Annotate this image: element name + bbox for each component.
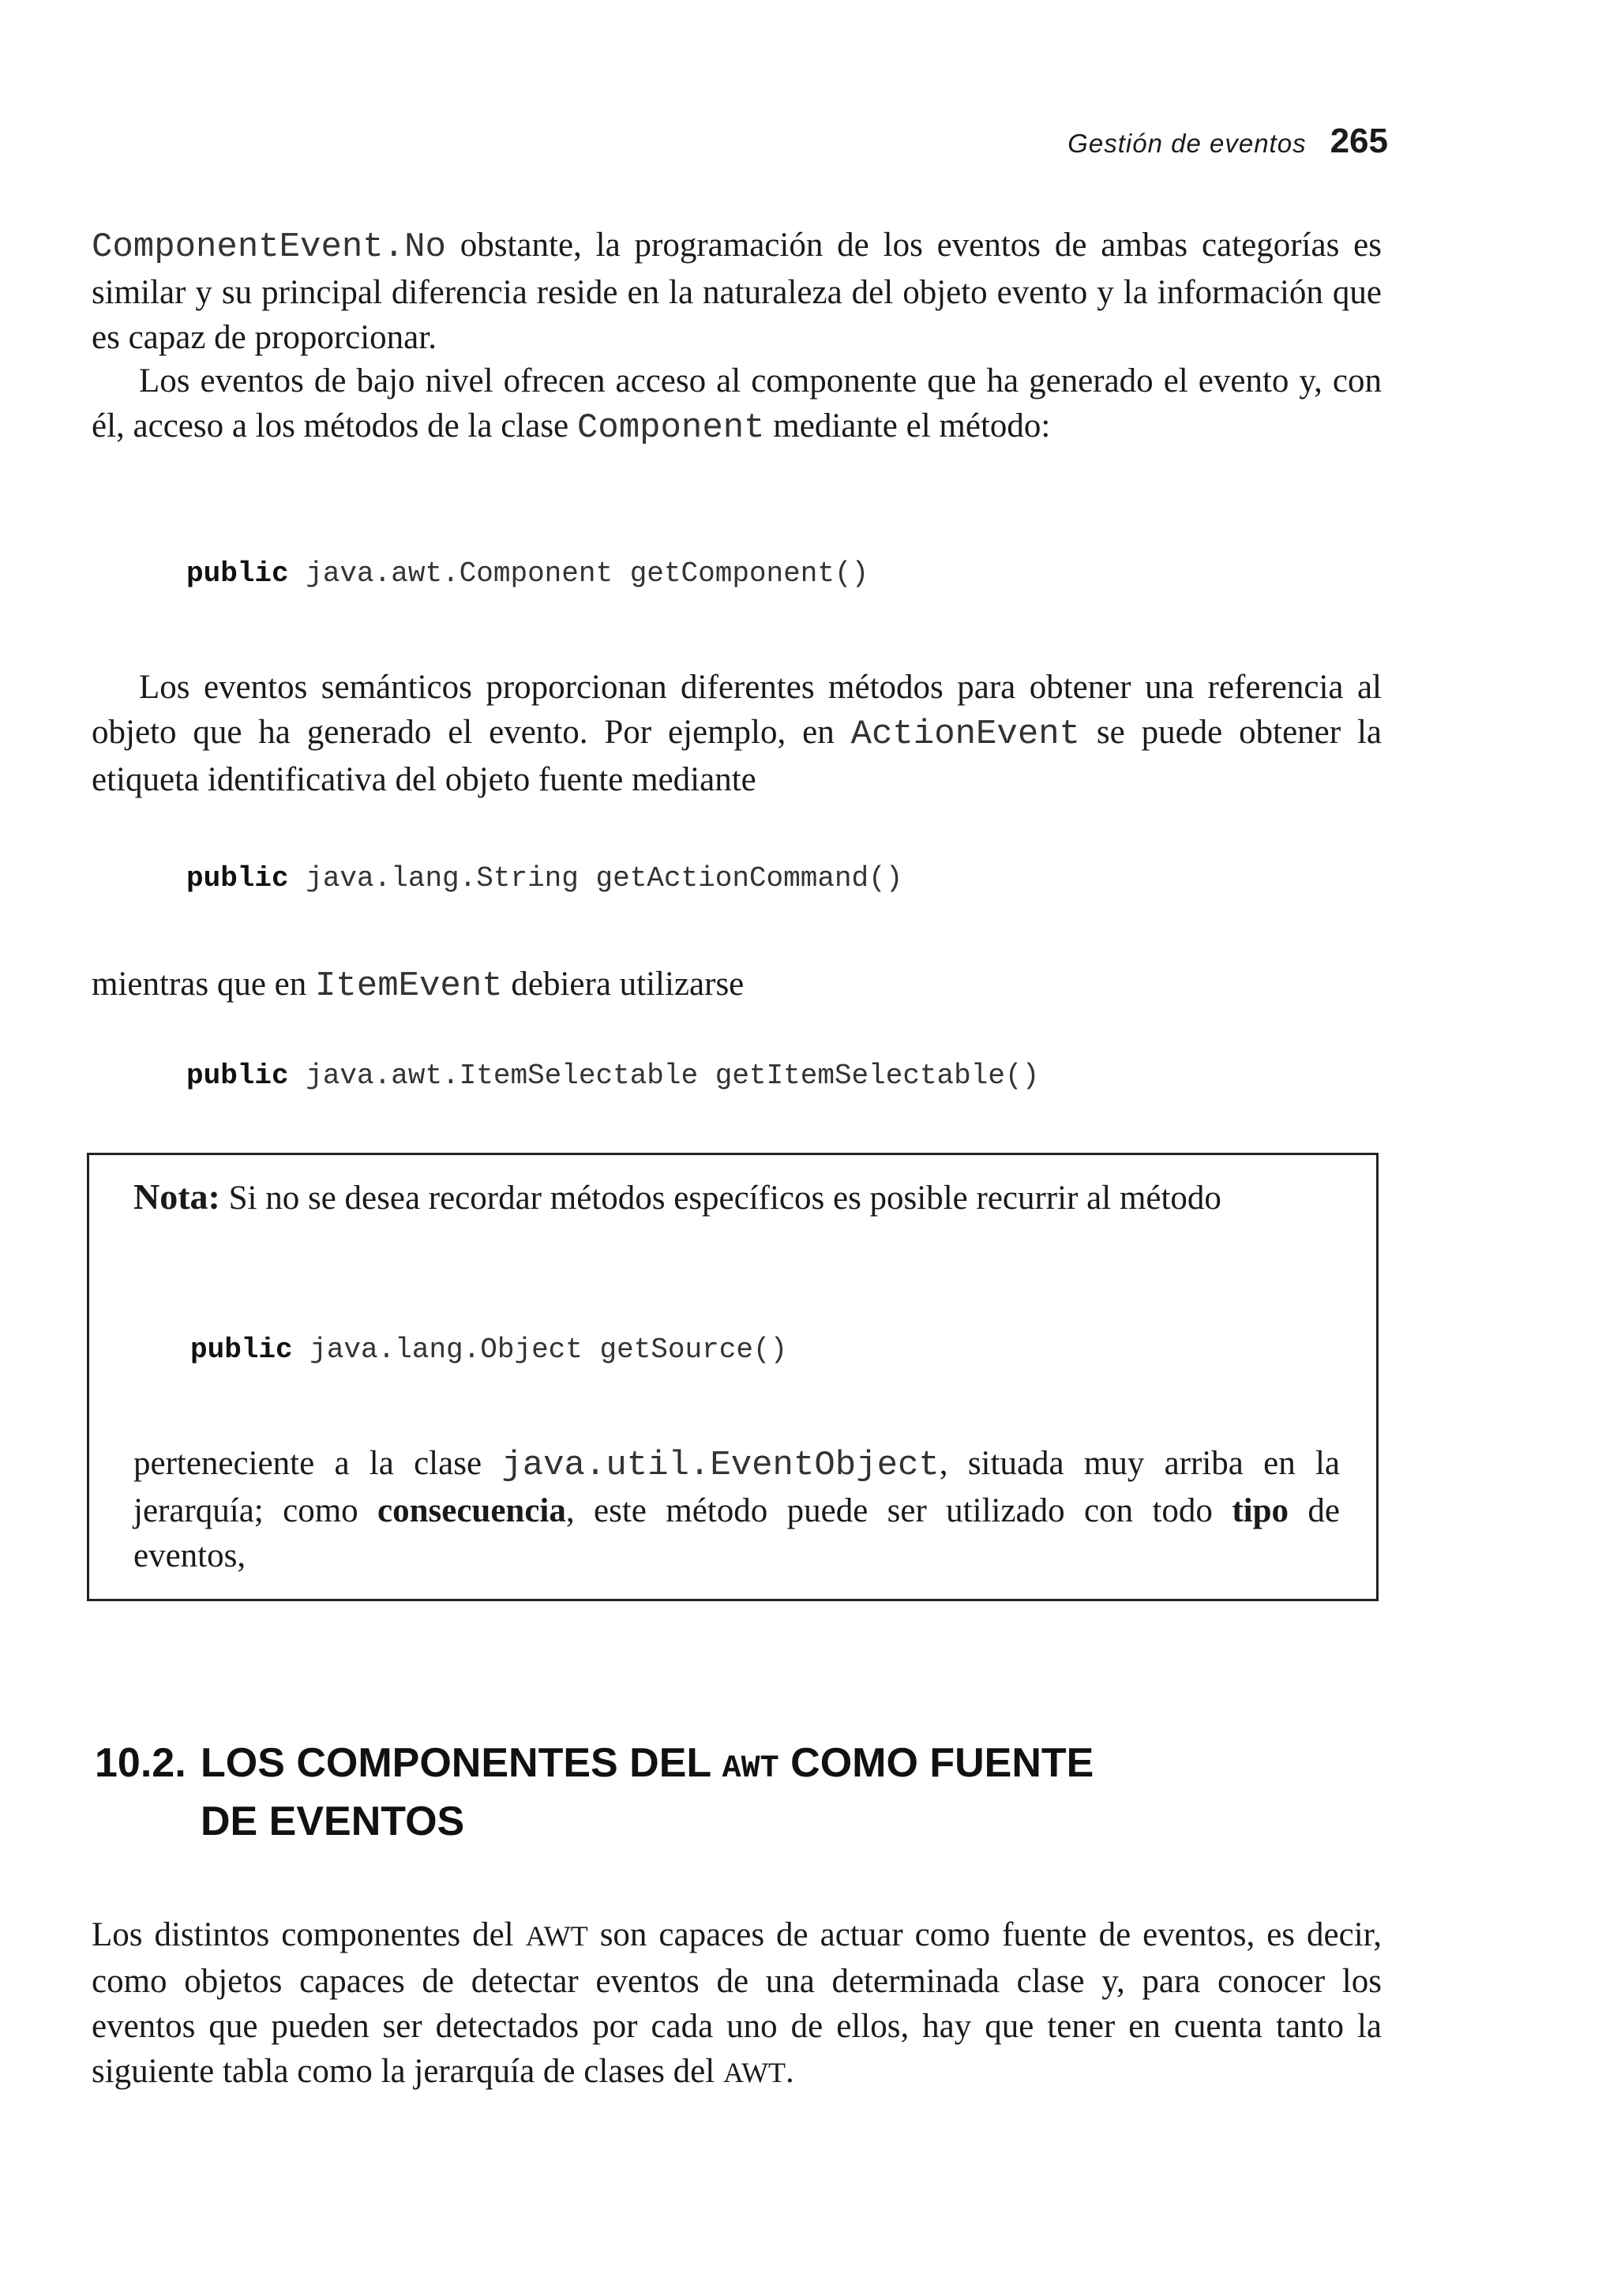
section-heading — [95, 1737, 1094, 1848]
inline-code: ItemEvent — [315, 966, 503, 1006]
paragraph-text: obstante, la programación de los eventos de ambas categorías es similar y su principal diferencia reside en la naturaleza del objeto evento y la información que es capaz de proporcionar. — [92, 227, 1382, 356]
paragraph-text: Los eventos de bajo nivel ofrecen acceso al componente que ha generado el evento y, con él, acceso a los métodos de la clase — [92, 362, 1382, 445]
paragraph-text: . — [786, 2053, 794, 2090]
running-header — [1067, 122, 1388, 161]
awt-abbreviation: AWT — [525, 1920, 588, 1952]
code-line-3 — [186, 1060, 1039, 1092]
page-number: 265 — [1330, 122, 1388, 160]
paragraph-text: mediante el método: — [764, 407, 1051, 445]
code-keyword: public — [190, 1334, 293, 1366]
note-paragraph-2 — [133, 1441, 1340, 1578]
inline-code: ComponentEvent.No — [92, 227, 446, 267]
code-keyword: public — [186, 557, 289, 590]
paragraph-3 — [92, 665, 1382, 802]
note-bold-word: tipo — [1232, 1492, 1289, 1529]
paragraph-5 — [92, 1912, 1382, 2095]
section-title: COMO FUENTE — [778, 1740, 1094, 1786]
paragraph-1 — [92, 223, 1382, 360]
note-bold-word: consecuencia — [377, 1492, 566, 1529]
note-text: , este método puede ser utilizado con todo — [565, 1492, 1232, 1529]
code-text: java.awt.Component getComponent() — [288, 557, 869, 590]
section-title-code: AWT — [722, 1751, 779, 1787]
awt-abbreviation: AWT — [722, 2057, 786, 2088]
note-text: perteneciente a la clase — [133, 1445, 502, 1482]
note-label: Nota: — [133, 1176, 220, 1217]
note-code-line — [190, 1334, 787, 1366]
code-line-1 — [186, 557, 869, 590]
code-text: java.awt.ItemSelectable getItemSelectable() — [288, 1060, 1040, 1092]
note-paragraph-1 — [133, 1174, 1340, 1221]
code-keyword: public — [186, 1060, 289, 1092]
note-text: , situada muy arriba en la jerarquía; como — [133, 1445, 1340, 1529]
section-number: 10.2. — [95, 1740, 186, 1786]
running-header-title: Gestión de eventos — [1067, 129, 1307, 158]
paragraph-2 — [92, 358, 1382, 451]
paragraph-text: Los eventos semánticos proporcionan diferentes métodos para obtener una referencia al objeto que ha generado el evento. Por ejemplo, en — [92, 669, 1382, 751]
note-text: de eventos, — [133, 1492, 1340, 1574]
paragraph-text: debiera utilizarse — [502, 966, 745, 1003]
code-keyword: public — [186, 862, 289, 895]
section-title-line-2: DE EVENTOS — [201, 1799, 465, 1844]
inline-code: ActionEvent — [850, 715, 1081, 754]
paragraph-text: se puede obtener la etiqueta identificativa del objeto fuente mediante — [92, 714, 1382, 798]
code-line-2 — [186, 862, 902, 895]
note-box — [87, 1153, 1379, 1601]
paragraph-text: son capaces de actuar como fuente de eventos, es decir, como objetos capaces de detectar eventos de una determinada clase y, para conocer los eventos que pueden ser detectados por cada uno de ellos, hay que tener en cuenta tanto la siguiente tabla como la jerarquía de clases del — [92, 1916, 1382, 2090]
code-text: java.lang.String getActionCommand() — [288, 862, 903, 895]
section-title: LOS COMPONENTES DEL — [201, 1740, 722, 1786]
paragraph-text: Los distintos componentes del — [92, 1916, 526, 1953]
note-text: Si no se desea recordar métodos específicos es posible recurrir al método — [219, 1180, 1221, 1217]
inline-code: java.util.EventObject — [501, 1446, 940, 1485]
paragraph-text: mientras que en — [92, 966, 315, 1003]
paragraph-4 — [92, 962, 1382, 1009]
code-text: java.lang.Object getSource() — [292, 1334, 788, 1366]
inline-code: Component — [576, 408, 765, 448]
